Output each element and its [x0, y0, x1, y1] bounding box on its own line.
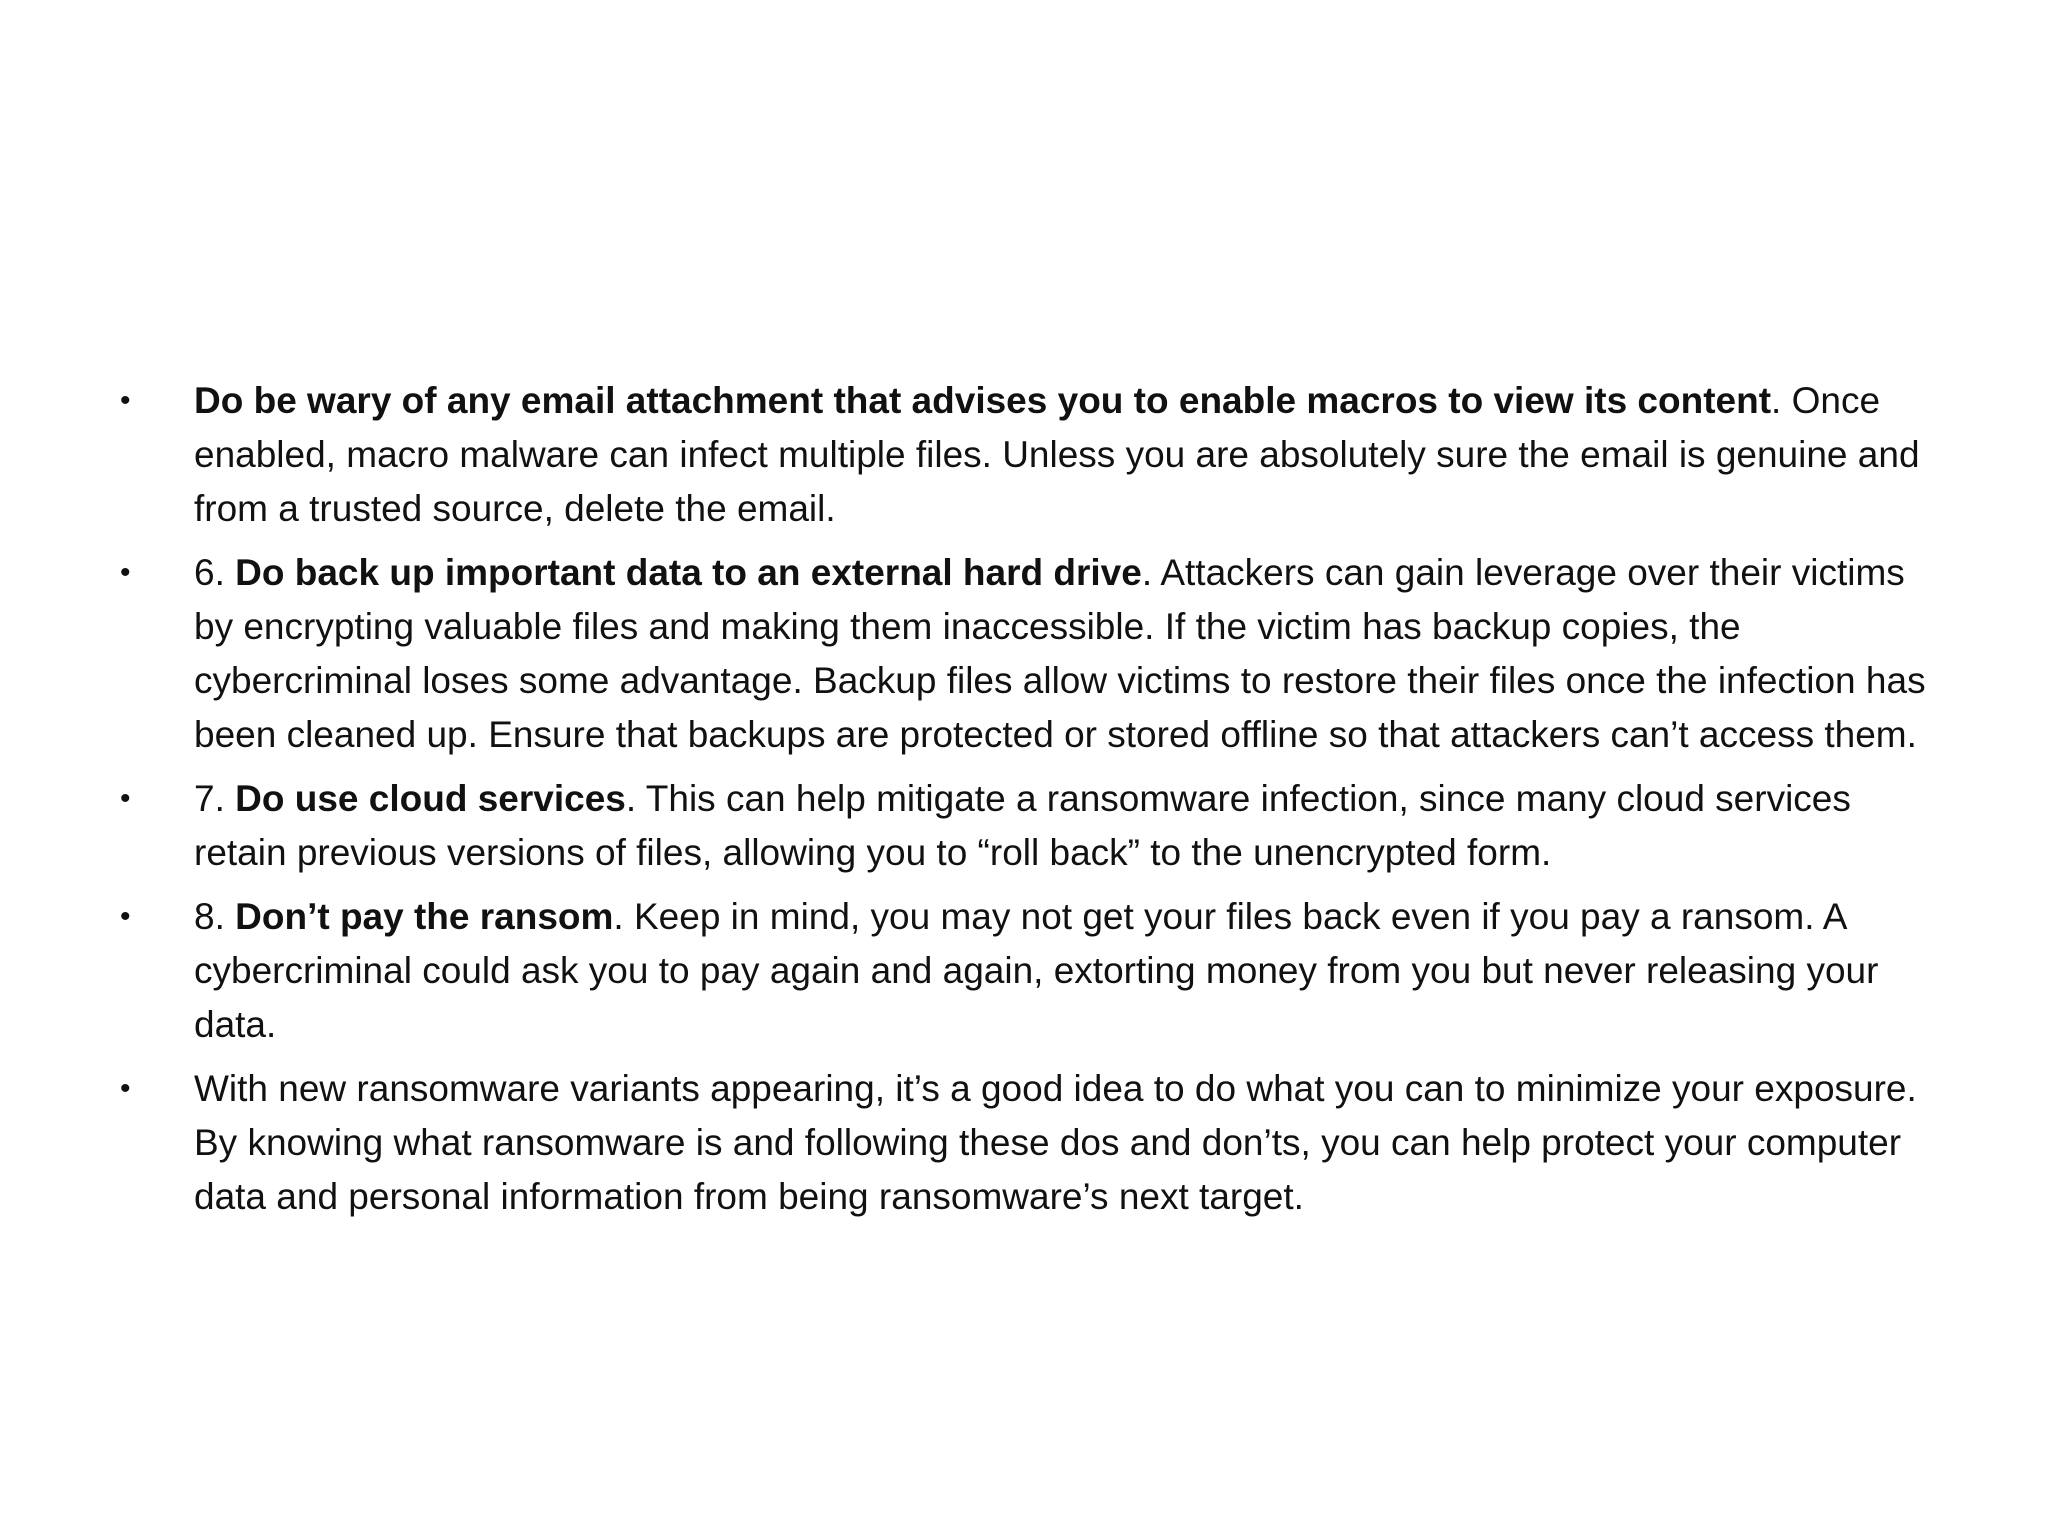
bullet-heading: Don’t pay the ransom — [235, 896, 614, 937]
bullet-item-ransom — [120, 890, 1950, 1052]
bullet-item-backup — [120, 546, 1950, 762]
bullet-text: . Keep in mind, you may not get your files back even if you pay a ransom. A cybercriminal could ask you to pay again and again, extorting money from you but never releasing your data. — [194, 896, 1879, 1045]
bullet-item-cloud — [120, 772, 1950, 880]
bullet-prefix: 7. — [194, 778, 236, 819]
bullet-heading: Do use cloud services — [235, 778, 626, 819]
bullet-text: . Once enabled, macro malware can infect multiple files. Unless you are absolutely sure the email is genuine and from a trusted source, delete the email. — [194, 380, 1920, 529]
bullet-list — [120, 374, 1950, 1234]
bullet-heading: Do back up important data to an external hard drive — [235, 552, 1142, 593]
bullet-prefix: 8. — [194, 896, 236, 937]
bullet-prefix: 6. — [194, 552, 236, 593]
bullet-text: With new ransomware variants appearing, it’s a good idea to do what you can to minimize your exposure. By knowing what ransomware is and following these dos and don’ts, you can help protect your computer data and personal information from being ransomware’s next target. — [194, 1068, 1917, 1217]
bullet-icon: • — [120, 1072, 131, 1105]
bullet-icon: • — [120, 782, 131, 815]
bullet-text: . This can help mitigate a ransomware infection, since many cloud services retain previous versions of files, allowing you to “roll back” to the unencrypted form. — [194, 778, 1851, 873]
bullet-icon: • — [120, 556, 131, 589]
bullet-item-macros — [120, 374, 1950, 536]
bullet-heading: Do be wary of any email attachment that advises you to enable macros to view its content — [194, 380, 1772, 421]
bullet-item-conclusion — [120, 1062, 1950, 1224]
bullet-icon: • — [120, 900, 131, 933]
bullet-text: . Attackers can gain leverage over their victims by encrypting valuable files and making them inaccessible. If the victim has backup copies, the cybercriminal loses some advantage. Backup files allow victims to restore their files once the infection has been cleaned up. Ensure that backups are protected or stored offline so that attackers can’t access them. — [194, 552, 1926, 755]
bullet-icon: • — [120, 384, 131, 417]
